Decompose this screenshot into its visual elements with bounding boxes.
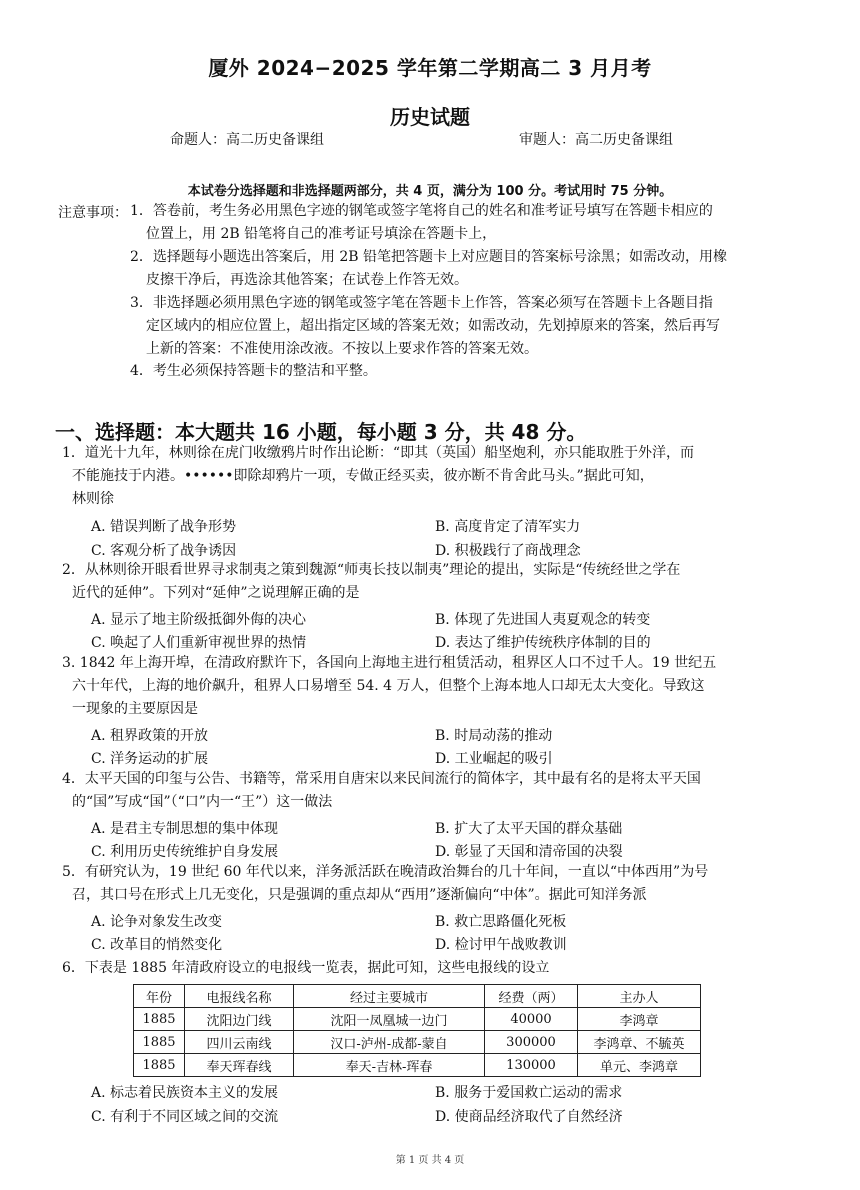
table-cell: 1885 bbox=[134, 1031, 185, 1054]
table-cell: 40000 bbox=[485, 1008, 578, 1031]
note-item bbox=[130, 246, 802, 292]
question-stem-line: 5．有研究认为，19 世纪 60 年代以来，洋务派活跃在晚清政治舞台的几十年间，一直以“中体西用”为号 bbox=[62, 864, 709, 880]
table-cell: 130000 bbox=[485, 1054, 578, 1077]
option-a[interactable]: A. 标志着民族资本主义的发展 bbox=[91, 1085, 279, 1101]
option-a[interactable]: A. 是君主专制思想的集中体现 bbox=[91, 821, 279, 837]
note-line: 位置上，用 2B 铅笔将自己的准考证号填涂在答题卡上， bbox=[146, 226, 497, 242]
note-line: 3．非选择题必须用黑色字迹的钢笔或签字笔在答题卡上作答，答案必须写在答题卡上各题目指 bbox=[130, 295, 713, 311]
table-header-cell: 电报线名称 bbox=[185, 985, 294, 1008]
table-header-cell: 年份 bbox=[134, 985, 185, 1008]
note-line: 2．选择题每小题选出答案后，用 2B 铅笔把答题卡上对应题目的答案标号涂黑；如需改动，用橡 bbox=[130, 249, 728, 265]
option-a[interactable]: A. 论争对象发生改变 bbox=[91, 914, 223, 930]
table-cell: 李鸿章、不毓英 bbox=[578, 1031, 701, 1054]
option-b[interactable]: B. 服务于爱国救亡运动的需求 bbox=[435, 1085, 623, 1101]
table-row bbox=[134, 1031, 701, 1054]
question-6 bbox=[62, 957, 804, 980]
option-d[interactable]: D. 使商品经济取代了自然经济 bbox=[435, 1109, 623, 1125]
note-item bbox=[130, 200, 802, 246]
table-cell: 沈阳一凤凰城一边门 bbox=[294, 1008, 485, 1031]
option-c[interactable]: C. 有利于不同区域之间的交流 bbox=[91, 1109, 279, 1125]
table-cell: 奉天-吉林-珲春 bbox=[294, 1054, 485, 1077]
reviewer-text: 审题人：高二历史备课组 bbox=[519, 132, 673, 148]
option-c[interactable]: C. 利用历史传统维护自身发展 bbox=[91, 844, 279, 860]
option-a[interactable]: A. 显示了地主阶级抵御外侮的决心 bbox=[91, 612, 307, 628]
note-item bbox=[130, 360, 802, 383]
table-cell: 汉口-泸州-成都-蒙自 bbox=[294, 1031, 485, 1054]
option-d[interactable]: D. 检讨甲午战败教训 bbox=[435, 937, 567, 953]
table-row bbox=[134, 1008, 701, 1031]
table-cell: 1885 bbox=[134, 1008, 185, 1031]
option-c[interactable]: C. 客观分析了战争诱因 bbox=[91, 543, 237, 559]
question-stem-line: 林则徐 bbox=[72, 491, 114, 507]
question-stem-line: 不能施技于内港。••••••即除却鸦片一项，专做正经买卖，彼亦断不肯舍此马头。”据此可知， bbox=[72, 468, 654, 484]
table-header-cell: 经过主要城市 bbox=[294, 985, 485, 1008]
option-b[interactable]: B. 体现了先进国人夷夏观念的转变 bbox=[435, 612, 651, 628]
table-cell: 李鸿章 bbox=[578, 1008, 701, 1031]
option-d[interactable]: D. 表达了维护传统秩序体制的目的 bbox=[435, 635, 651, 651]
notes-label: 注意事项： bbox=[58, 205, 128, 221]
question-stem-line: 6．下表是 1885 年清政府设立的电报线一览表，据此可知，这些电报线的设立 bbox=[62, 960, 550, 976]
note-line: 4．考生必须保持答题卡的整洁和平整。 bbox=[130, 363, 377, 379]
table-header-cell: 经费（两） bbox=[485, 985, 578, 1008]
question-1 bbox=[62, 442, 804, 511]
author-text: 命题人：高二历史备课组 bbox=[170, 132, 324, 148]
note-line: 定区域内的相应位置上，超出指定区域的答案无效；如需改动，先划掉原来的答案，然后再写 bbox=[146, 318, 720, 334]
telegraph-table bbox=[133, 984, 701, 1077]
question-stem-line: 3. 1842 年上海开埠，在清政府默许下，各国向上海地主进行租赁活动，租界区人口不过千人。19 世纪五 bbox=[62, 655, 717, 671]
table-header-cell: 主办人 bbox=[578, 985, 701, 1008]
option-c[interactable]: C. 唤起了人们重新审视世界的热情 bbox=[91, 635, 307, 651]
note-line: 1．答卷前，考生务必用黑色字迹的钢笔或签字笔将自己的姓名和准考证号填写在答题卡相应的 bbox=[130, 203, 713, 219]
question-5 bbox=[62, 861, 804, 907]
option-d[interactable]: D. 积极践行了商战理念 bbox=[435, 543, 581, 559]
table-row bbox=[134, 1054, 701, 1077]
table-header-row bbox=[134, 985, 701, 1008]
option-c[interactable]: C. 改革目的悄然变化 bbox=[91, 937, 223, 953]
option-d[interactable]: D. 工业崛起的吸引 bbox=[435, 751, 553, 767]
note-line: 皮擦干净后，再选涂其他答案；在试卷上作答无效。 bbox=[146, 272, 468, 288]
question-4 bbox=[62, 768, 804, 814]
question-3 bbox=[62, 652, 804, 721]
table-cell: 1885 bbox=[134, 1054, 185, 1077]
page-footer: 第 1 页 共 4 页 bbox=[395, 1155, 465, 1166]
table-cell: 300000 bbox=[485, 1031, 578, 1054]
table-cell: 沈阳边门线 bbox=[185, 1008, 294, 1031]
question-stem-line: 1．道光十九年，林则徐在虎门收缴鸦片时作出论断：“即其（英国）船坚炮利，亦只能取胜于外洋，而 bbox=[62, 445, 695, 461]
option-b[interactable]: B. 时局动荡的推动 bbox=[435, 728, 553, 744]
note-item bbox=[130, 292, 802, 361]
exam-subtitle: 历史试题 bbox=[390, 105, 470, 129]
question-stem-line: 2．从林则徐开眼看世界寻求制夷之策到魏源“师夷长技以制夷”理论的提出，实际是“传统经世之学在 bbox=[62, 562, 681, 578]
table-cell: 单元、李鸿章 bbox=[578, 1054, 701, 1077]
question-stem-line: 六十年代，上海的地价飙升，租界人口易增至 54. 4 万人，但整个上海本地人口却无太大变化。导致这 bbox=[72, 678, 705, 694]
option-d[interactable]: D. 彰显了天国和清帝国的决裂 bbox=[435, 844, 623, 860]
exam-title: 厦外 2024−2025 学年第二学期高二 3 月月考 bbox=[208, 56, 652, 80]
exam-intro: 本试卷分选择题和非选择题两部分，共 4 页，满分为 100 分。考试用时 75 分钟。 bbox=[187, 184, 673, 199]
option-b[interactable]: B. 高度肯定了清军实力 bbox=[435, 519, 581, 535]
table-cell: 四川云南线 bbox=[185, 1031, 294, 1054]
option-b[interactable]: B. 扩大了太平天国的群众基础 bbox=[435, 821, 623, 837]
question-stem-line: 的“国”写成“国”（“口”内一“王”）这一做法 bbox=[72, 794, 333, 810]
option-a[interactable]: A. 错误判断了战争形势 bbox=[91, 519, 237, 535]
option-a[interactable]: A. 租界政策的开放 bbox=[91, 728, 209, 744]
question-2 bbox=[62, 559, 804, 605]
question-stem-line: 近代的延伸”。下列对“延伸”之说理解正确的是 bbox=[72, 585, 360, 601]
note-line: 上新的答案：不准使用涂改液。不按以上要求作答的答案无效。 bbox=[146, 341, 538, 357]
question-stem-line: 召，其口号在形式上几无变化，只是强调的重点却从“西用”逐渐偏向“中体”。据此可知洋务派 bbox=[72, 887, 647, 903]
option-c[interactable]: C. 洋务运动的扩展 bbox=[91, 751, 209, 767]
option-b[interactable]: B. 救亡思路僵化死板 bbox=[435, 914, 567, 930]
question-stem-line: 4．太平天国的印玺与公告、书籍等，常采用自唐宋以来民间流行的简体字，其中最有名的是将太平天国 bbox=[62, 771, 701, 787]
table-cell: 奉天珲春线 bbox=[185, 1054, 294, 1077]
section-heading: 一、选择题：本大题共 16 小题，每小题 3 分，共 48 分。 bbox=[55, 420, 587, 444]
question-stem-line: 一现象的主要原因是 bbox=[72, 701, 198, 717]
